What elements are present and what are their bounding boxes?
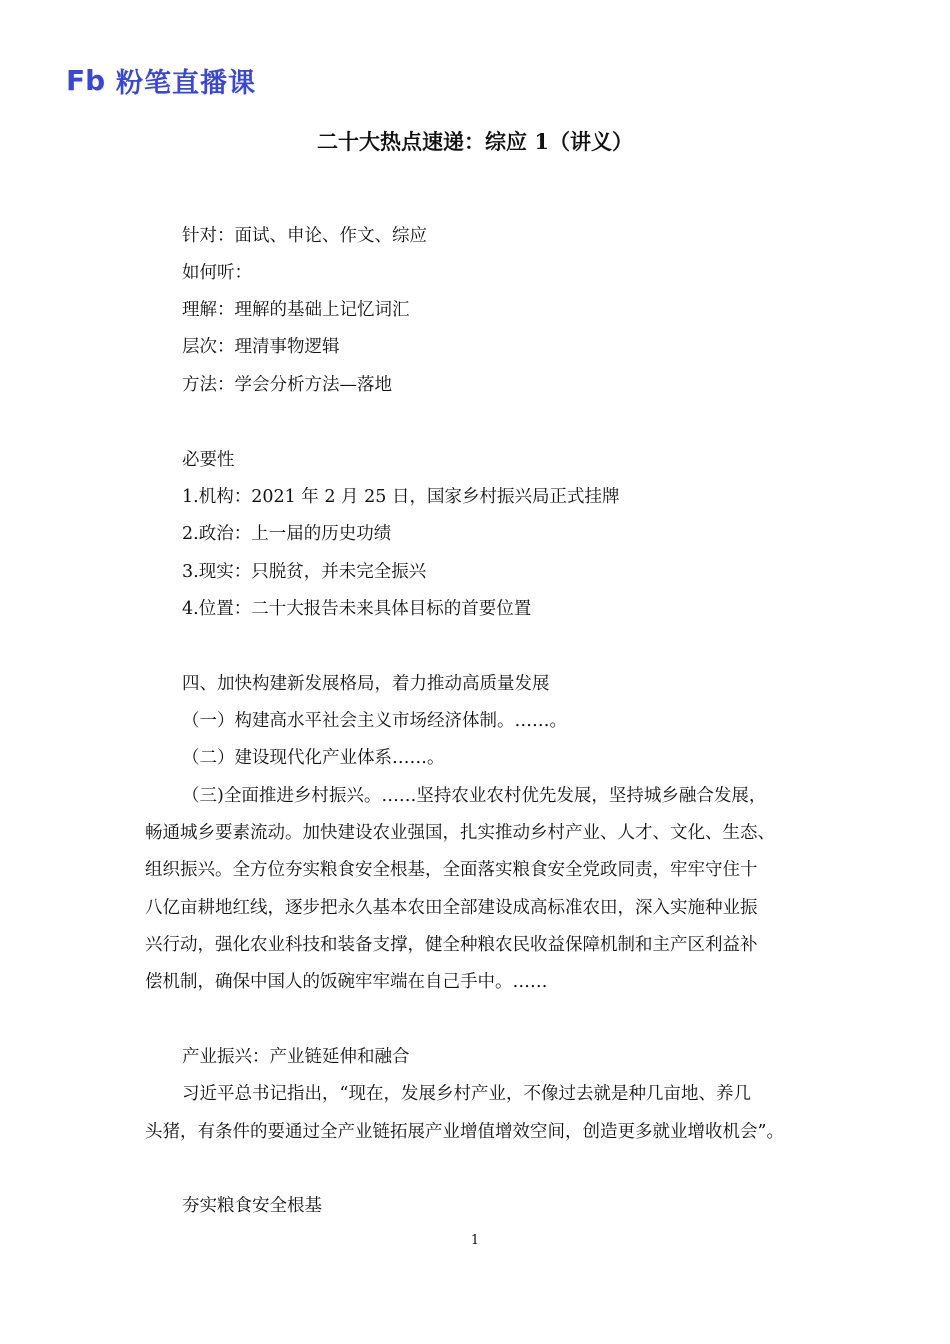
necessity-heading: 必要性	[182, 450, 235, 470]
document-title: 二十大热点速递：综应 1（讲义）	[317, 129, 633, 154]
necessity-item: 4.位置：二十大报告未来具体目标的首要位置	[182, 599, 532, 619]
necessity-item: 3.现实：只脱贫，并未完全振兴	[182, 562, 427, 582]
intro-line: 如何听：	[182, 263, 252, 283]
logo-text: 粉笔直播课	[116, 67, 256, 99]
subsection-line: （一）构建高水平社会主义市场经济体制。……。	[182, 711, 567, 731]
paragraph-line: （三)全面推进乡村振兴。……坚持农业农村优先发展，坚持城乡融合发展，	[182, 786, 767, 806]
industry-heading: 产业振兴：产业链延伸和融合	[182, 1047, 410, 1067]
intro-line: 针对：面试、申论、作文、综应	[182, 226, 427, 246]
intro-line: 层次：理清事物逻辑	[182, 337, 340, 357]
page-number: 1	[470, 1233, 480, 1248]
paragraph-line: 八亿亩耕地红线，逐步把永久基本农田全部建设成高标准农田，深入实施种业振	[145, 898, 758, 918]
section-heading: 四、加快构建新发展格局，着力推动高质量发展	[182, 674, 550, 694]
food-security-heading: 夯实粮食安全根基	[182, 1196, 322, 1216]
paragraph-line: 组织振兴。全方位夯实粮食安全根基，全面落实粮食安全党政同责，牢牢守住十	[145, 860, 758, 880]
paragraph-line: 兴行动，强化农业科技和装备支撑，健全种粮农民收益保障机制和主产区利益补	[145, 935, 758, 955]
paragraph-line: 偿机制，确保中国人的饭碗牢牢端在自己手中。……	[145, 972, 548, 992]
logo-mark-text: Fb	[66, 64, 106, 96]
intro-line: 理解：理解的基础上记忆词汇	[182, 300, 410, 320]
necessity-item: 2.政治：上一届的历史功绩	[182, 524, 392, 544]
subsection-line: （二）建设现代化产业体系……。	[182, 748, 445, 768]
fenbi-logo-icon	[66, 64, 110, 96]
intro-line: 方法：学会分析方法—落地	[182, 375, 392, 395]
quote-line: 头猪，有条件的要通过全产业链拓展产业增值增效空间，创造更多就业增收机会”。	[145, 1122, 784, 1142]
quote-line: 习近平总书记指出，“现在，发展乡村产业，不像过去就是种几亩地、养几	[182, 1084, 751, 1104]
necessity-item: 1.机构：2021 年 2 月 25 日，国家乡村振兴局正式挂牌	[182, 487, 620, 507]
paragraph-line: 畅通城乡要素流动。加快建设农业强国，扎实推动乡村产业、人才、文化、生态、	[145, 823, 775, 843]
brand-logo	[66, 60, 256, 100]
